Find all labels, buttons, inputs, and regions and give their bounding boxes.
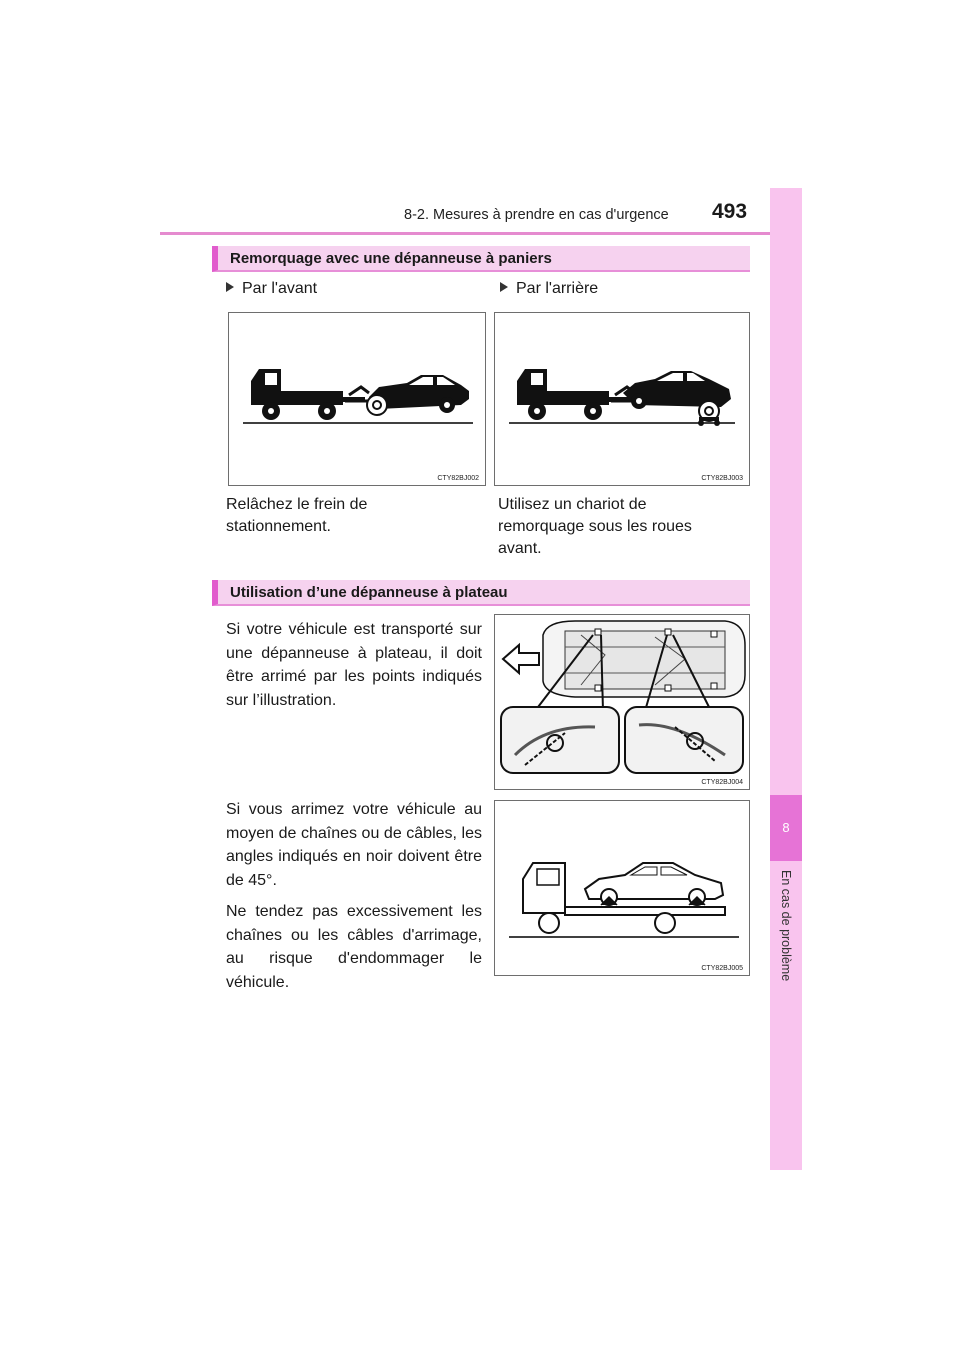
caption-rear: Utilisez un chariot de remorquage sous les roues avant.	[498, 496, 692, 557]
section-header: 8-2. Mesures à prendre en cas d'urgence	[404, 207, 669, 223]
flatbed-truck-illustration	[495, 801, 749, 975]
triangle-bullet-icon	[226, 282, 234, 292]
chapter-label: En cas de problème	[779, 870, 793, 982]
tow-truck-front-illustration	[229, 313, 485, 485]
section-heading-wheel-lift: Remorquage avec une dépanneuse à paniers	[212, 246, 750, 272]
flatbed-paragraphs	[226, 798, 482, 1002]
flatbed-paragraph-1: Si votre véhicule est transporté sur une dépanneuse à plateau, il doit être arrimé par les points indiqués sur l’illustration.	[226, 621, 482, 709]
bullet-rear: Par l'arrière	[500, 280, 598, 298]
caption-front: Relâchez le frein de stationnement.	[226, 496, 368, 535]
figure-code: CTY82BJ004	[701, 779, 743, 786]
figure-code: CTY82BJ002	[437, 475, 479, 482]
page-number: 493	[712, 200, 748, 223]
tow-truck-rear-illustration	[495, 313, 749, 485]
figure-code: CTY82BJ005	[701, 965, 743, 972]
figure-flatbed-truck	[494, 800, 750, 976]
underbody-tie-down-illustration	[495, 615, 749, 789]
figure-code: CTY82BJ003	[701, 475, 743, 482]
figure-tow-rear	[494, 312, 750, 486]
triangle-bullet-icon	[500, 282, 508, 292]
chapter-number: 8	[770, 795, 802, 861]
paragraph-angles: Si vous arrimez votre véhicule au moyen de chaînes ou de câbles, les angles indiqués en noir doivent être de 45°.	[226, 801, 482, 889]
paragraph-tension: Ne tendez pas excessivement les chaînes ou les câbles d'arrimage, au risque d'endommager le véhicule.	[226, 903, 482, 991]
figure-tow-front	[228, 312, 486, 486]
bullet-front: Par l'avant	[226, 280, 317, 298]
header-rule	[160, 232, 800, 235]
section-heading-flatbed: Utilisation d’une dépanneuse à plateau	[212, 580, 750, 606]
figure-tie-down-points	[494, 614, 750, 790]
